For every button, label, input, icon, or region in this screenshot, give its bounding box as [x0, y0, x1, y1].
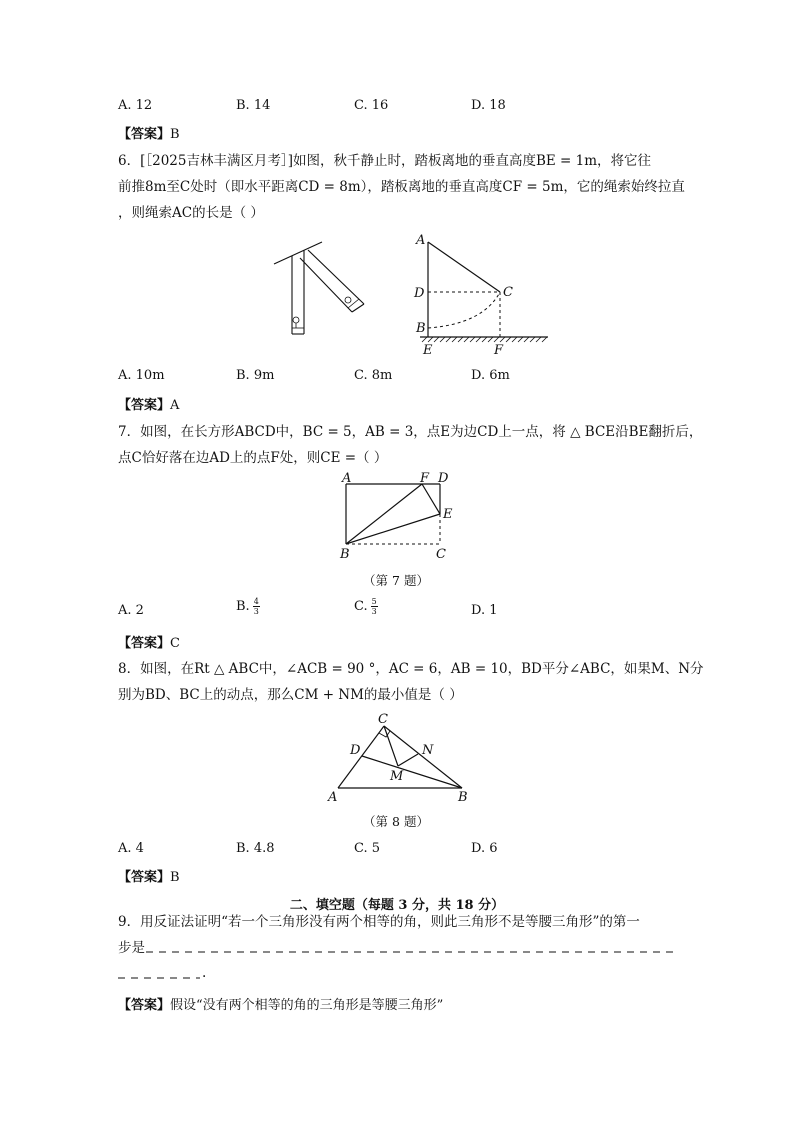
q8-label-c: C [378, 712, 388, 727]
q6-option-b: B. 9m [236, 368, 275, 383]
q6-stem-line1: 6．[［2025吉林丰满区月考］]如图，秋千静止时，踏板离地的垂直高度BE = 1m，将它往 [118, 153, 652, 169]
q9-answer: 【答案】假设“没有两个相等的角的三角形是等腰三角形” [118, 998, 444, 1013]
q6-option-a: A. 10m [118, 368, 165, 383]
q8-label-a: A [328, 790, 338, 805]
q8-answer: 【答案】B [118, 870, 180, 885]
q7-option-c: C. $\frac{5}{3}$ [354, 597, 377, 616]
q6-label-f: F [494, 343, 504, 358]
q6-answer: 【答案】A [118, 398, 180, 413]
q7-label-e: E [443, 507, 453, 522]
q5-answer: 【答案】B [118, 127, 180, 142]
q9-blank-end: . [202, 965, 207, 981]
q5-option-b: B. 14 [236, 98, 271, 113]
q7-answer: 【答案】C [118, 636, 180, 651]
q7-option-b: B. $\frac{4}{3}$ [236, 597, 259, 616]
q6-label-a: A [416, 233, 426, 248]
q8-option-a: A. 4 [118, 841, 144, 856]
q7-label-b: B [340, 547, 350, 562]
q7-label-a: A [342, 472, 352, 486]
section-fill-in-title: 二、填空题（每题 3 分，共 18 分） [289, 898, 505, 913]
q8-triangle-diagram [322, 710, 482, 806]
q7-option-a: A. 2 [118, 603, 144, 618]
q7-stem-line1: 7．如图，在长方形ABCD中，BC = 5，AB = 3，点E为边CD上一点，将 △ BCE沿BE翻折后， [118, 424, 703, 440]
q7-label-d: D [438, 472, 449, 486]
q6-swing-diagram [408, 228, 558, 358]
q8-label-n: N [422, 743, 434, 758]
q7-option-d: D. 1 [471, 603, 498, 618]
q7-label-c: C [436, 547, 446, 562]
q6-stem-line3: ，则绳索AC的长是（ ） [118, 205, 264, 221]
q5-option-d: D. 18 [471, 98, 506, 113]
q9-blank-line-2 [118, 972, 208, 980]
q8-option-b: B. 4.8 [236, 841, 275, 856]
q7-stem-line2: 点C恰好落在边AD上的点F处，则CE =（ ） [118, 450, 388, 466]
q5-option-a: A. 12 [118, 98, 153, 113]
q8-label-b: B [458, 790, 468, 805]
q8-label-d: D [350, 743, 361, 758]
q8-label-m: M [390, 769, 404, 784]
q8-option-c: C. 5 [354, 841, 381, 856]
q9-stem-line2: 步是 [118, 940, 145, 956]
q8-stem-line2: 别为BD、BC上的动点，那么CM + NM的最小值是（ ） [118, 687, 463, 703]
q6-stem-line2: 前推8m至C处时（即水平距离CD = 8m），踏板离地的垂直高度CF = 5m，它的绳索始终拉直 [118, 179, 685, 195]
q9-blank-line-1 [146, 946, 676, 954]
q5-option-c: C. 16 [354, 98, 389, 113]
q6-label-d: D [414, 286, 425, 301]
q7-figure-caption: （第 7 题） [363, 573, 429, 588]
q6-label-b: B [416, 321, 426, 336]
q7-rectangle-diagram [336, 472, 466, 564]
q6-option-c: C. 8m [354, 368, 393, 383]
q6-label-e: E [423, 343, 433, 358]
q8-option-d: D. 6 [471, 841, 498, 856]
q6-label-c: C [503, 285, 513, 300]
q6-swing-illustration [262, 236, 372, 340]
q8-stem-line1: 8．如图，在Rt △ ABC中，∠ACB = 90 °，AC = 6，AB = 10，BD平分∠ABC，如果M、N分 [118, 661, 704, 677]
q7-label-f: F [420, 472, 430, 486]
q8-figure-caption: （第 8 题） [363, 814, 429, 829]
q6-option-d: D. 6m [471, 368, 510, 383]
q9-stem-line1: 9．用反证法证明“若一个三角形没有两个相等的角，则此三角形不是等腰三角形”的第一 [118, 914, 640, 930]
